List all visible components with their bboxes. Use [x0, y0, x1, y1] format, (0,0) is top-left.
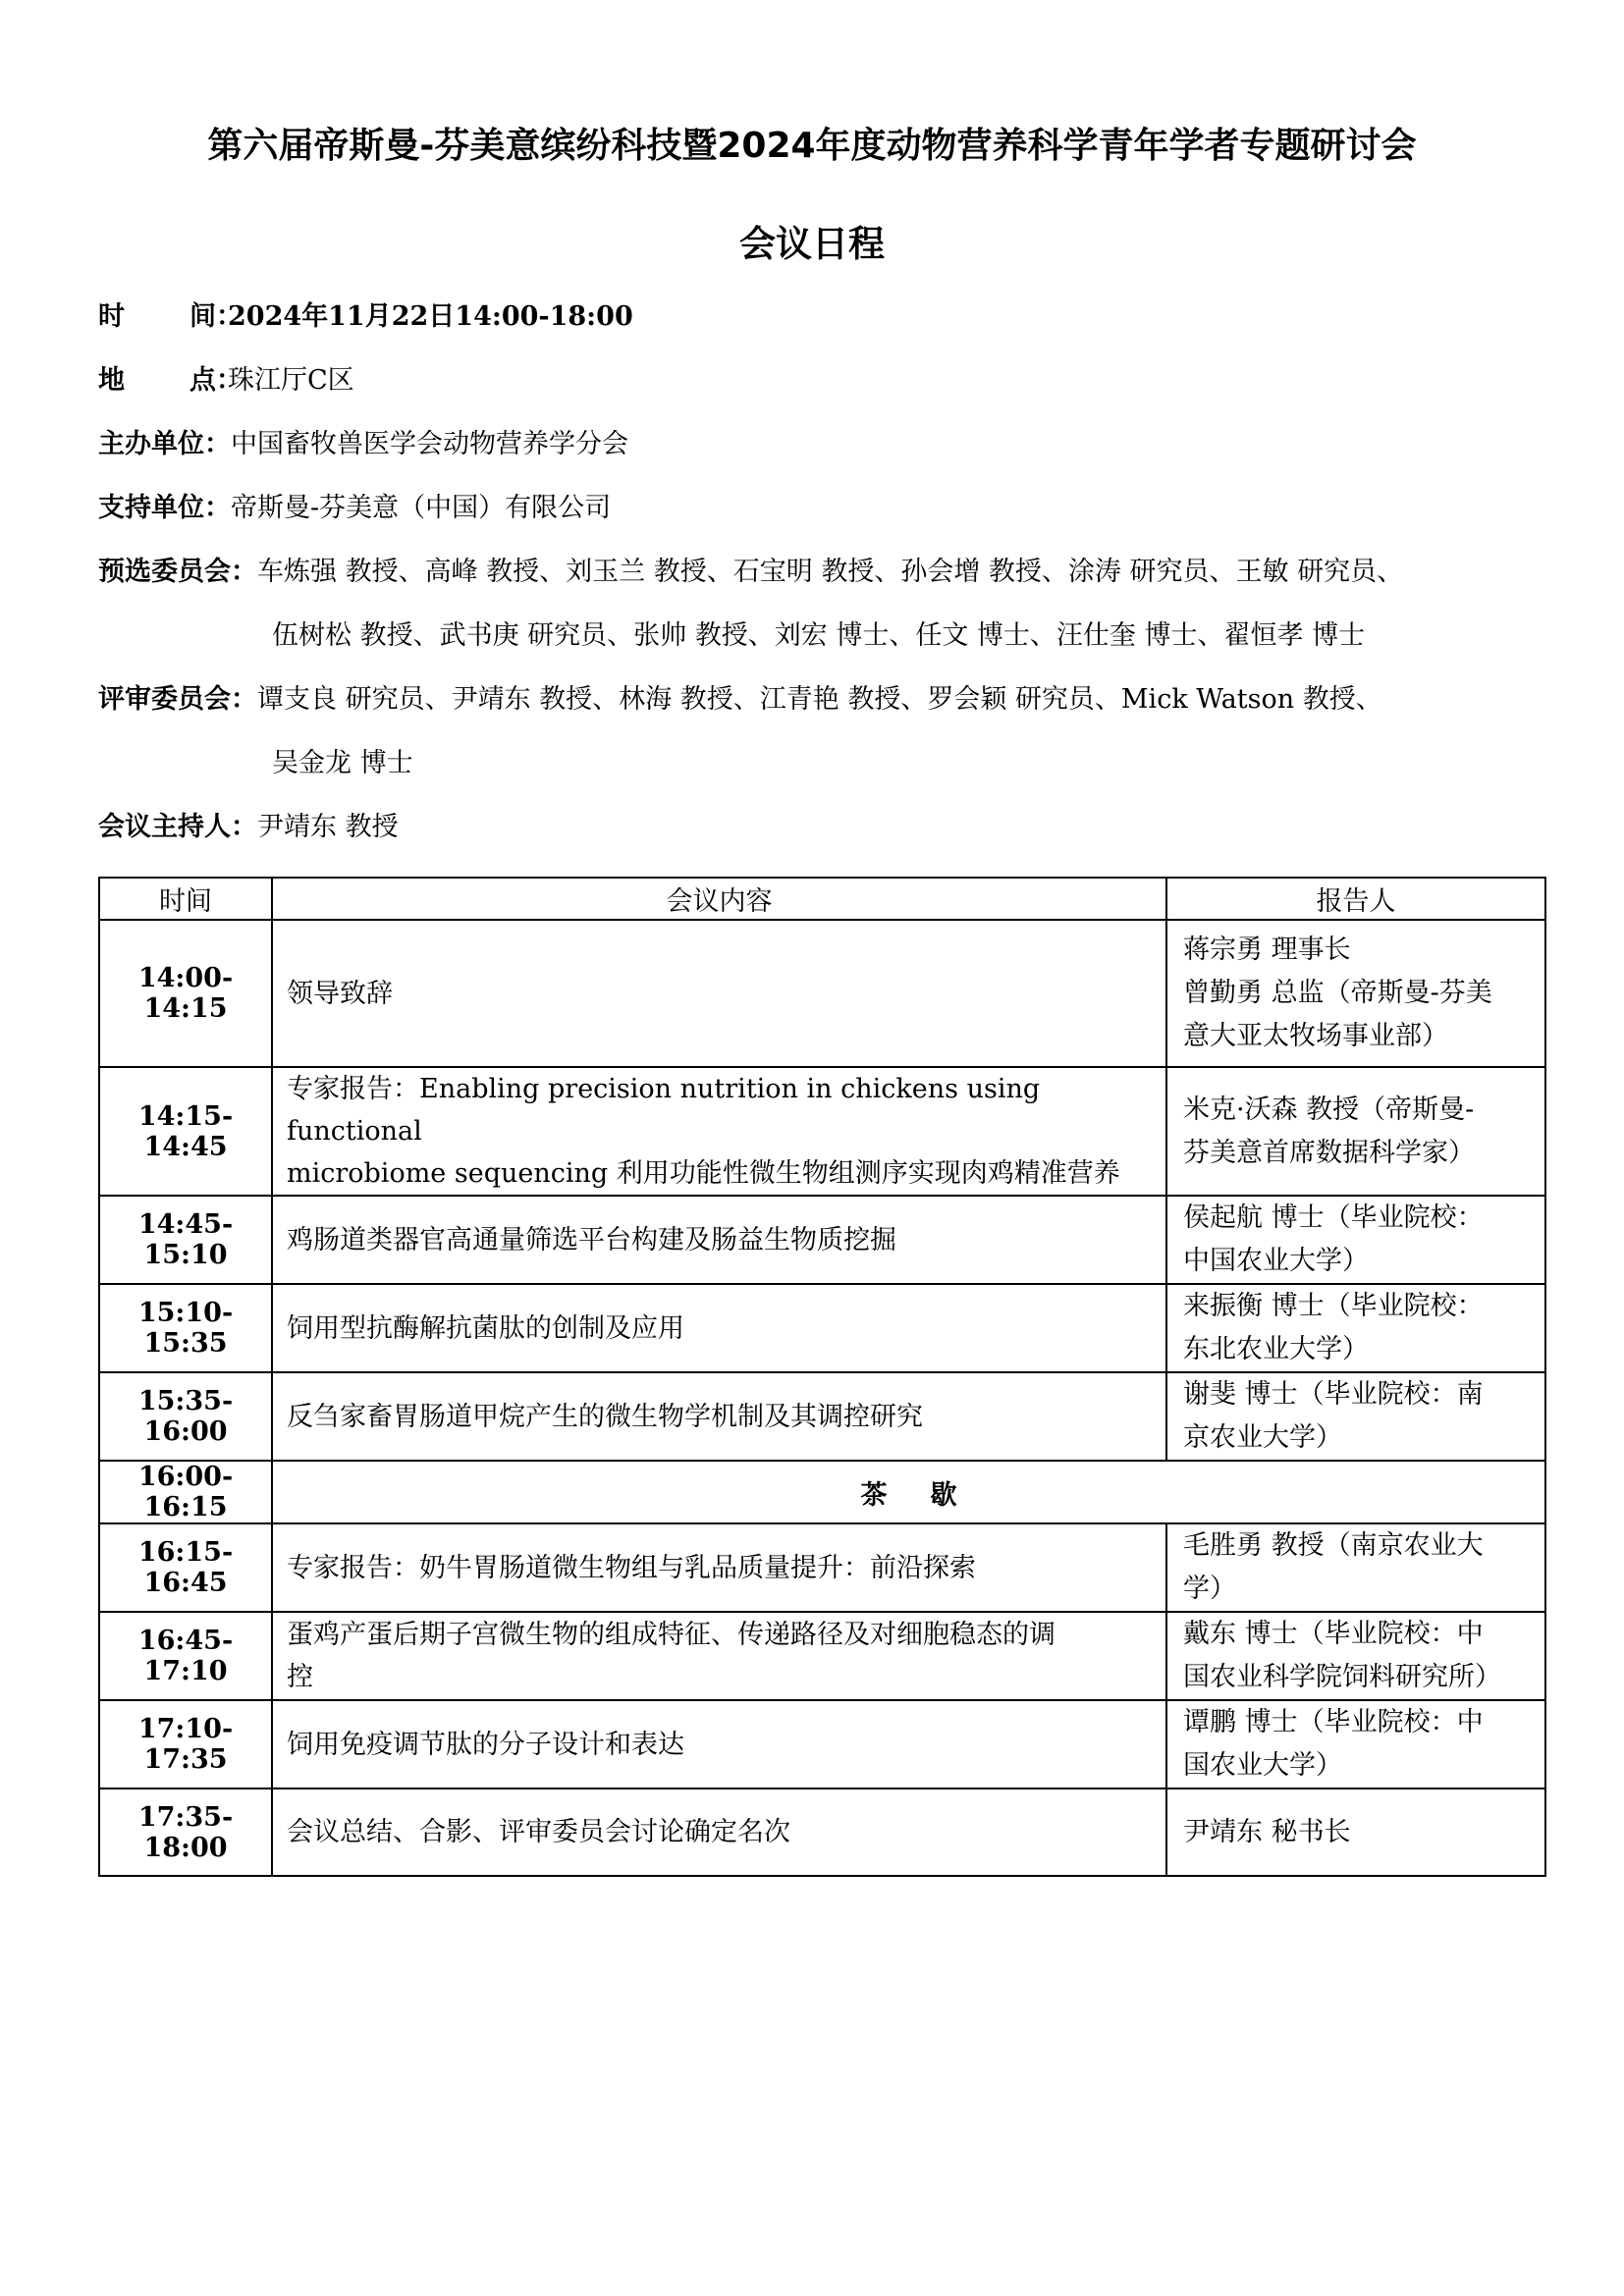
row-time: 15:10-15:35	[99, 1284, 272, 1372]
info-support	[98, 486, 611, 524]
table-row	[99, 1523, 1545, 1612]
info-place	[98, 358, 354, 397]
header-content: 会议内容	[272, 878, 1166, 920]
chair-label: 会议主持人：	[98, 812, 257, 842]
break-row	[99, 1461, 1545, 1523]
info-time	[98, 294, 633, 333]
document-subtitle: 会议日程	[739, 223, 885, 265]
review-members-line1: 谭支良 研究员、尹靖东 教授、林海 教授、江青艳 教授、罗会颖 研究员、Mick Watson 教授、	[257, 684, 1382, 715]
header-time: 时间	[99, 878, 272, 920]
chair-value: 尹靖东 教授	[257, 812, 399, 842]
support-value: 帝斯曼-芬美意（中国）有限公司	[231, 493, 612, 523]
preselect-label: 预选委员会：	[98, 557, 257, 587]
info-review	[98, 677, 1382, 716]
break-time: 16:00-16:15	[99, 1461, 272, 1523]
row-speaker: 谢斐 博士（毕业院校：南 京农业大学）	[1166, 1372, 1545, 1461]
time-value: 2024年11月22日14:00-18:00	[228, 301, 633, 332]
row-content: 反刍家畜胃肠道甲烷产生的微生物学机制及其调控研究	[272, 1372, 1166, 1461]
row-content: 饲用型抗酶解抗菌肽的创制及应用	[272, 1284, 1166, 1372]
table-row	[99, 1067, 1545, 1196]
row-time: 14:00-14:15	[99, 920, 272, 1067]
tea-break-label: 茶 歇	[272, 1461, 1545, 1523]
row-speaker: 蒋宗勇 理事长 曾勤勇 总监（帝斯曼-芬美 意大亚太牧场事业部）	[1166, 920, 1545, 1067]
schedule-table	[98, 877, 1546, 1877]
info-preselect	[98, 550, 1403, 588]
row-content: 鸡肠道类器官高通量筛选平台构建及肠益生物质挖掘	[272, 1196, 1166, 1284]
preselect-members-line1: 车炼强 教授、高峰 教授、刘玉兰 教授、石宝明 教授、孙会增 教授、涂涛 研究员、王敏 研究员、	[257, 557, 1404, 587]
row-speaker: 戴东 博士（毕业院校：中 国农业科学院饲料研究所）	[1166, 1612, 1545, 1700]
row-time: 14:15-14:45	[99, 1067, 272, 1196]
host-label: 主办单位：	[98, 429, 231, 459]
support-label: 支持单位：	[98, 493, 231, 523]
place-value: 珠江厅C区	[228, 365, 354, 396]
row-time: 15:35-16:00	[99, 1372, 272, 1461]
host-value: 中国畜牧兽医学会动物营养学分会	[231, 429, 628, 459]
table-row	[99, 1789, 1545, 1876]
table-row	[99, 1612, 1545, 1700]
document-title: 第六届帝斯曼-芬美意缤纷科技暨2024年度动物营养科学青年学者专题研讨会	[207, 126, 1417, 166]
row-content: 专家报告：奶牛胃肠道微生物组与乳品质量提升：前沿探索	[272, 1523, 1166, 1612]
row-speaker: 来振衡 博士（毕业院校： 东北农业大学）	[1166, 1284, 1545, 1372]
table-row	[99, 1284, 1545, 1372]
table-row	[99, 1196, 1545, 1284]
row-speaker: 侯起航 博士（毕业院校： 中国农业大学）	[1166, 1196, 1545, 1284]
row-content: 蛋鸡产蛋后期子宫微生物的组成特征、传递路径及对细胞稳态的调 控	[272, 1612, 1166, 1700]
row-time: 17:35-18:00	[99, 1789, 272, 1876]
review-members-line2: 吴金龙 博士	[272, 748, 413, 778]
preselect-members-line2: 伍树松 教授、武书庚 研究员、张帅 教授、刘宏 博士、任文 博士、汪仕奎 博士、翟恒孝 博士	[272, 620, 1366, 651]
review-label: 评审委员会：	[98, 684, 257, 715]
row-content: 饲用免疫调节肽的分子设计和表达	[272, 1700, 1166, 1789]
row-speaker: 谭鹏 博士（毕业院校：中 国农业大学）	[1166, 1700, 1545, 1789]
row-speaker: 毛胜勇 教授（南京农业大 学）	[1166, 1523, 1545, 1612]
row-time: 16:45-17:10	[99, 1612, 272, 1700]
row-speaker: 尹靖东 秘书长	[1166, 1789, 1545, 1876]
table-row	[99, 1372, 1545, 1461]
table-row	[99, 1700, 1545, 1789]
info-chair	[98, 805, 399, 843]
table-header-row	[99, 878, 1545, 920]
row-content: 领导致辞	[272, 920, 1166, 1067]
info-host	[98, 422, 628, 460]
row-content: 会议总结、合影、评审委员会讨论确定名次	[272, 1789, 1166, 1876]
row-speaker: 米克·沃森 教授（帝斯曼- 芬美意首席数据科学家）	[1166, 1067, 1545, 1196]
row-time: 14:45-15:10	[99, 1196, 272, 1284]
time-label: 时 间：	[98, 301, 243, 332]
row-content: 专家报告：Enabling precision nutrition in chickens using functional microbiome sequencing 利用功能性微生物组测序实现肉鸡精准营养	[272, 1067, 1166, 1196]
table-row	[99, 920, 1545, 1067]
header-speaker: 报告人	[1166, 878, 1545, 920]
place-label: 地 点：	[98, 365, 243, 396]
row-time: 16:15-16:45	[99, 1523, 272, 1612]
row-time: 17:10-17:35	[99, 1700, 272, 1789]
